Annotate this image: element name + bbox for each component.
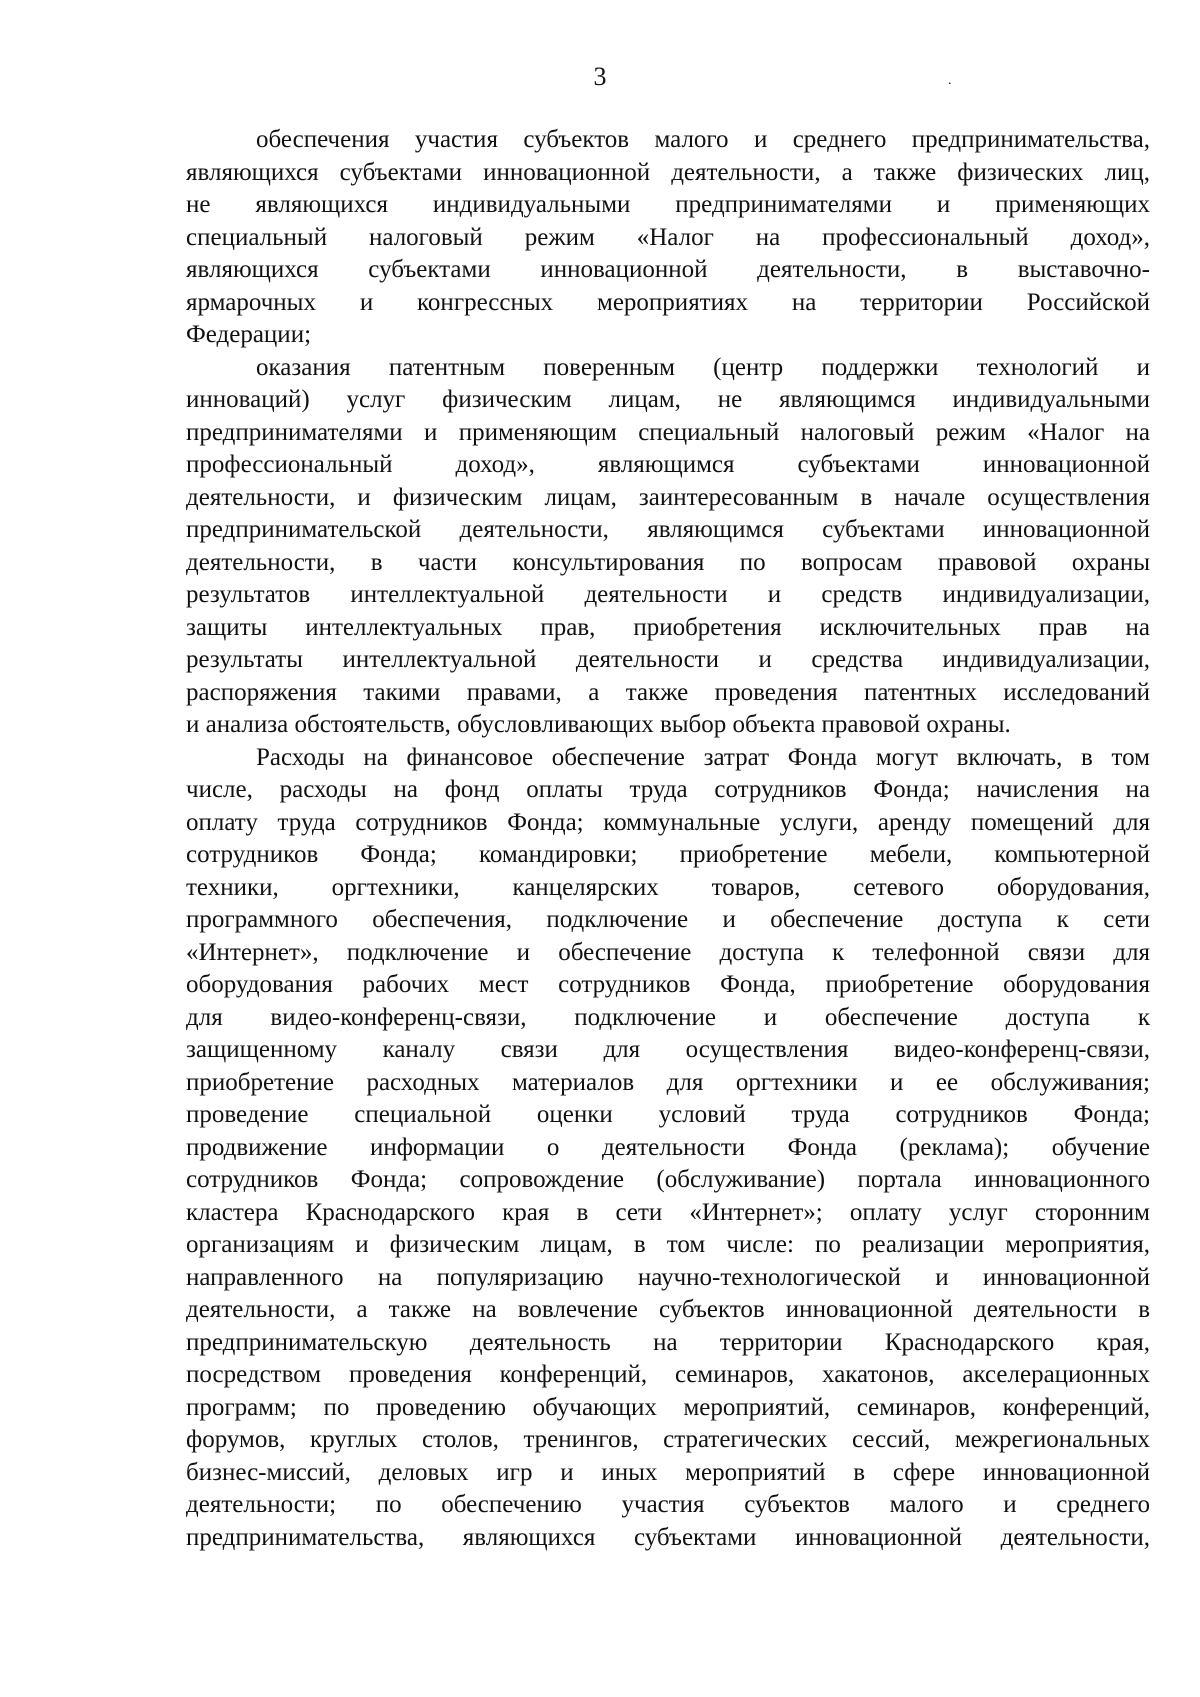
text-line: сотрудников Фонда; сопровождение (обслуживание) портала инновационного [186,1166,1150,1193]
text-line: результаты интеллектуальной деятельности и средства индивидуализации, [186,646,1150,673]
paragraph [186,742,1150,1555]
text-line: защиты интеллектуальных прав, приобретения исключительных прав на [186,613,1150,641]
text-line: и анализа обстоятельств, обусловливающих выбор объекта правовой охраны. [186,711,1011,738]
text-line: деятельности, а также на вовлечение субъектов инновационной деятельности в [186,1296,1150,1323]
document-body [186,124,1150,1554]
text-line: оплату труда сотрудников Фонда; коммунальные услуги, аренду помещений для [186,808,1150,836]
text-line: числе, расходы на фонд оплаты труда сотрудников Фонда; начисления на [186,776,1150,803]
text-line: деятельности, в части консультирования по вопросам правовой охраны [186,548,1150,576]
text-line: предпринимательской деятельности, являющимся субъектами инновационной [186,516,1150,543]
text-line: распоряжения такими правами, а также проведения патентных исследований [186,678,1150,706]
text-line: профессиональный доход», являющимся субъектами инновационной [186,451,1150,478]
corner-mark: . [948,73,952,88]
text-line: сотрудников Фонда; командировки; приобретение мебели, компьютерной [186,841,1150,868]
text-line: являющихся субъектами инновационной деятельности, в выставочно- [186,256,1150,283]
text-line: программного обеспечения, подключение и обеспечение доступа к сети [186,906,1150,933]
text-line: для видео-конференц-связи, подключение и обеспечение доступа к [186,1003,1150,1031]
text-line: организациям и физическим лицам, в том числе: по реализации мероприятия, [186,1231,1150,1258]
text-line: оказания патентным поверенным (центр поддержки технологий и [256,353,1150,381]
text-line: обеспечения участия субъектов малого и среднего предпринимательства, [256,126,1150,153]
text-line: «Интернет», подключение и обеспечение доступа к телефонной связи для [186,938,1150,966]
text-line: не являющихся индивидуальными предпринимателями и применяющих [186,191,1150,218]
text-line: результатов интеллектуальной деятельности и средств индивидуализации, [186,581,1150,608]
text-line: бизнес-миссий, деловых игр и иных мероприятий в сфере инновационной [186,1458,1150,1486]
text-line: Расходы на финансовое обеспечение затрат Фонда могут включать, в том [256,743,1150,771]
text-line: направленного на популяризацию научно-технологической и инновационной [186,1263,1150,1291]
text-line: являющихся субъектами инновационной деятельности, а также физических лиц, [186,158,1150,186]
text-line: кластера Краснодарского края в сети «Интернет»; оплату услуг сторонним [186,1198,1150,1226]
paragraph [186,124,1150,352]
text-line: деятельности; по обеспечению участия субъектов малого и среднего [186,1491,1150,1518]
text-line: предпринимательскую деятельность на территории Краснодарского края, [186,1328,1150,1356]
text-line: ярмарочных и конгрессных мероприятиях на территории Российской [186,288,1150,316]
text-line: техники, оргтехники, канцелярских товаров, сетевого оборудования, [186,873,1150,901]
text-line: программ; по проведению обучающих мероприятий, семинаров, конференций, [186,1393,1150,1421]
text-line: предпринимателями и применяющим специальный налоговый режим «Налог на [186,418,1150,446]
text-line: защищенному каналу связи для осуществления видео-конференц-связи, [186,1036,1150,1063]
text-line: деятельности, и физическим лицам, заинтересованным в начале осуществления [186,483,1150,511]
text-line: специальный налоговый режим «Налог на профессиональный доход», [186,223,1150,251]
text-line: посредством проведения конференций, семинаров, хакатонов, акселерационных [186,1361,1150,1388]
text-line: проведение специальной оценки условий труда сотрудников Фонда; [186,1101,1150,1128]
paragraph [186,352,1150,742]
page-number: 3 [593,62,607,91]
text-line: форумов, круглых столов, тренингов, стратегических сессий, межрегиональных [186,1426,1150,1453]
text-line: продвижение информации о деятельности Фонда (реклама); обучение [186,1133,1150,1161]
text-line: приобретение расходных материалов для оргтехники и ее обслуживания; [186,1068,1150,1096]
text-line: инноваций) услуг физическим лицам, не являющимся индивидуальными [186,386,1150,413]
text-line: оборудования рабочих мест сотрудников Фонда, приобретение оборудования [186,971,1150,998]
text-line: предпринимательства, являющихся субъектами инновационной деятельности, [186,1523,1150,1551]
text-line: Федерации; [186,321,312,348]
